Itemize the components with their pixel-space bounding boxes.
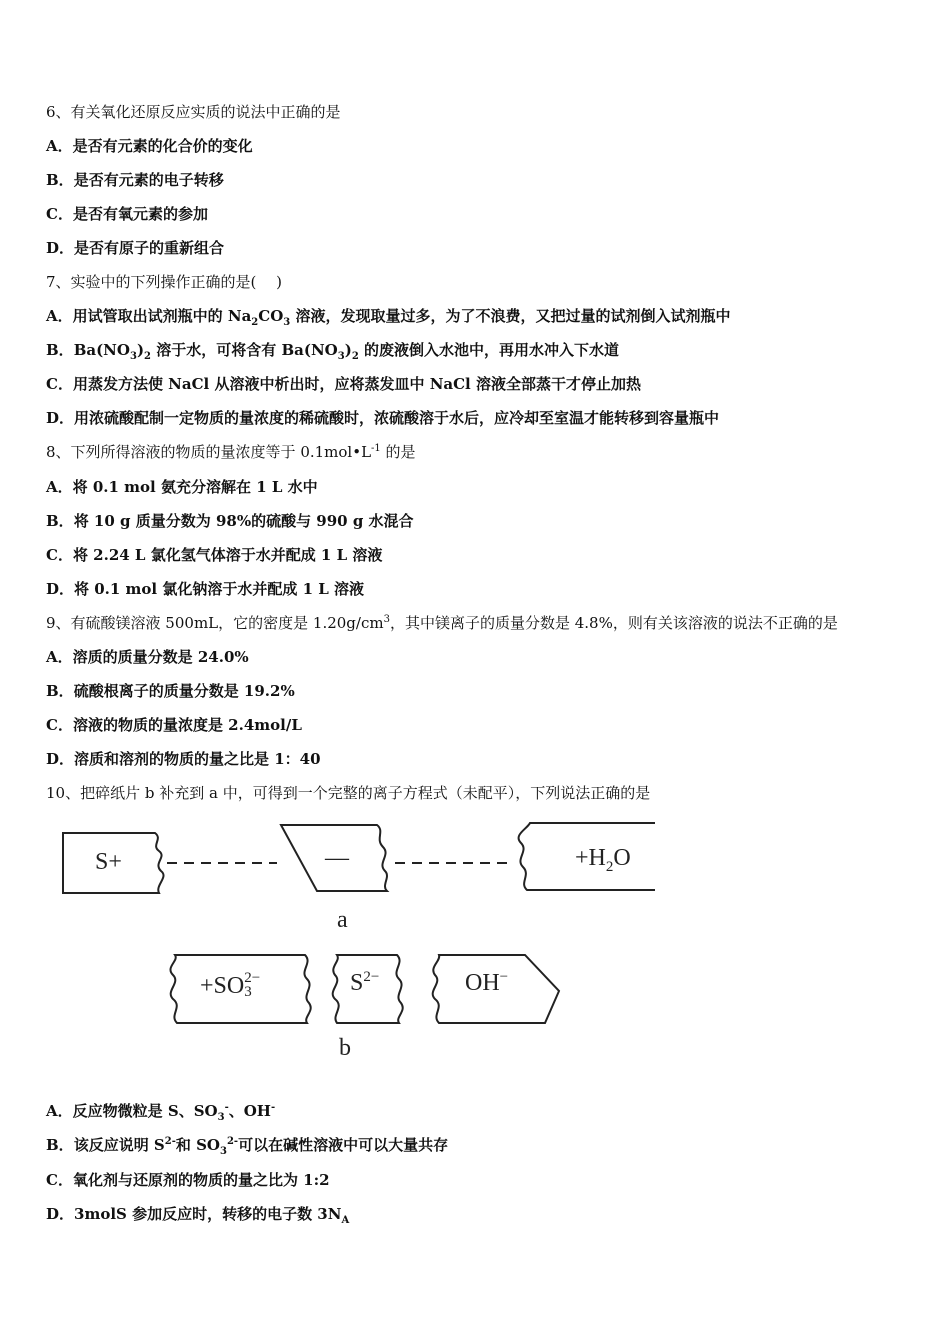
option-text: 用浓硫酸配制一定物质的量浓度的稀硫酸时，浓硫酸溶于水后，应冷却至室温才能转移到容量瓶中 (74, 409, 720, 427)
q9-option-c[interactable] (46, 715, 302, 735)
q7-option-a[interactable] (46, 306, 730, 326)
option-label: A． (46, 307, 73, 325)
subscript: 2 (144, 351, 152, 362)
option-text-pre: 反应物微粒是 S、SO (72, 1102, 218, 1120)
superscript: 2- (226, 1136, 239, 1147)
q8-option-b[interactable] (46, 511, 414, 531)
option-text: 硫酸根离子的质量分数是 19.2% (73, 682, 295, 700)
q10-option-b[interactable] (46, 1135, 448, 1155)
option-text-pre: 该反应说明 S (73, 1136, 165, 1154)
q7-stem: 7、实验中的下列操作正确的是( ) (46, 273, 283, 291)
option-text-pre: Ba(NO (73, 341, 130, 359)
so3-sup: 2− (244, 970, 261, 987)
scrap-a-left-text: S+ (95, 849, 122, 875)
oh-sup: − (499, 969, 509, 985)
oh-pre: OH (465, 970, 500, 996)
option-text: 将 0.1 mol 氯化钠溶于水并配成 1 L 溶液 (74, 580, 365, 598)
q9-option-b[interactable] (46, 681, 295, 701)
scraps-drawing (55, 815, 655, 1065)
q10-option-a[interactable] (46, 1101, 275, 1121)
option-text-mid: CO (258, 307, 284, 325)
option-label: C． (46, 716, 73, 734)
stem-post: ，其中镁离子的质量分数是 4.8%，则有关该溶液的说法不正确的是 (389, 614, 838, 632)
scrap-b3-text (465, 970, 508, 997)
option-label: A． (46, 137, 73, 155)
option-text: 将 10 g 质量分数为 98%的硫酸与 990 g 水混合 (73, 512, 414, 530)
q8-option-a[interactable] (46, 477, 318, 497)
option-text: 溶质和溶剂的物质的量之比是 1：40 (74, 750, 321, 768)
option-text: 将 0.1 mol 氨充分溶解在 1 L 水中 (72, 478, 318, 496)
q9-option-a[interactable] (46, 647, 249, 667)
option-text-post: 可以在碱性溶液中可以大量共存 (238, 1136, 449, 1154)
subscript: A (341, 1215, 350, 1226)
subscript: 3 (217, 1112, 225, 1123)
subscript: 3 (283, 317, 291, 328)
option-text-mid3: ) (344, 341, 352, 359)
q10-stem: 10、把碎纸片 b 补充到 a 中，可得到一个完整的离子方程式（未配平），下列说法正确的是 (46, 784, 651, 802)
s-sup: 2− (363, 969, 380, 985)
h2o-post: O (613, 845, 631, 871)
q9-stem (46, 613, 838, 633)
q6-stem: 6、有关氧化还原反应实质的说法中正确的是 (46, 103, 341, 121)
caption-a: a (337, 907, 348, 933)
option-label: D． (46, 239, 75, 257)
option-label: A． (46, 648, 73, 666)
option-label: B． (46, 171, 74, 189)
option-label: D． (46, 1205, 75, 1223)
h2o-pre: +H (575, 845, 606, 871)
option-label: C． (46, 1171, 73, 1189)
h2o-sub: 2 (605, 858, 614, 875)
option-text: 是否有原子的重新组合 (74, 239, 225, 257)
option-label: A． (46, 478, 73, 496)
option-text: 溶质的质量分数是 24.0% (72, 648, 249, 666)
superscript: - (224, 1102, 229, 1113)
s-pre: S (350, 970, 364, 996)
stem-pre: 8、下列所得溶液的物质的量浓度等于 0.1mol•L (46, 443, 372, 461)
option-label: C． (46, 205, 73, 223)
scrap-b1-text (200, 970, 261, 1001)
option-label: C． (46, 375, 73, 393)
option-text: 是否有元素的化合价的变化 (72, 137, 253, 155)
subscript: 3 (129, 351, 137, 362)
superscript: - (270, 1102, 276, 1113)
option-text: 用蒸发方法使 NaCl 从溶液中析出时，应将蒸发皿中 NaCl 溶液全部蒸干才停止加热 (72, 375, 641, 393)
q6-option-c[interactable] (46, 204, 208, 224)
subscript: 2 (351, 351, 359, 362)
option-text-mid: ) (136, 341, 145, 359)
subscript: 3 (337, 351, 345, 362)
option-text: 是否有氧元素的参加 (72, 205, 208, 223)
option-label: B． (46, 512, 74, 530)
option-text-mid2: 溶于水，可将含有 Ba(NO (151, 341, 338, 359)
option-text: 将 2.24 L 氯化氢气体溶于水并配成 1 L 溶液 (72, 546, 383, 564)
q8-stem (46, 442, 416, 462)
q7-option-b[interactable] (46, 340, 619, 360)
option-text-post: 的废液倒入水池中，再用水冲入下水道 (358, 341, 620, 359)
option-text-pre: 用试管取出试剂瓶中的 Na (72, 307, 252, 325)
caption-b: b (339, 1035, 351, 1061)
q6-option-d[interactable] (46, 238, 224, 258)
option-text-post: 、OH (228, 1102, 271, 1120)
stem-post: 的是 (380, 443, 416, 461)
option-label: A． (46, 1102, 73, 1120)
option-text-post: 溶液，发现取量过多，为了不浪费，又把过量的试剂倒入试剂瓶中 (290, 307, 731, 325)
option-text: 溶液的物质的量浓度是 2.4mol/L (72, 716, 302, 734)
option-text-mid: 和 SO (175, 1136, 220, 1154)
superscript: 2- (164, 1136, 176, 1147)
q7-option-c[interactable] (46, 374, 641, 394)
option-label: D． (46, 580, 75, 598)
q8-option-d[interactable] (46, 579, 364, 599)
q10-option-c[interactable] (46, 1170, 330, 1190)
option-label: D． (46, 750, 75, 768)
option-label: B． (46, 341, 74, 359)
scrap-a-right-text (575, 845, 631, 875)
scrap-a-mid-text: — (325, 845, 349, 871)
subscript: 3 (219, 1146, 227, 1157)
superscript: 3 (383, 614, 390, 625)
so3-pre: +SO (200, 973, 245, 999)
q7-option-d[interactable] (46, 408, 719, 428)
option-label: B． (46, 1136, 74, 1154)
q6-option-b[interactable] (46, 170, 224, 190)
superscript: -1 (371, 443, 381, 454)
option-text: 是否有元素的电子转移 (73, 171, 224, 189)
option-text: 氧化剂与还原剂的物质的量之比为 1:2 (72, 1171, 330, 1189)
q9-option-d[interactable] (46, 749, 321, 769)
option-label: B． (46, 682, 74, 700)
stem-pre: 9、有硫酸镁溶液 500mL，它的密度是 1.20g/cm (46, 614, 384, 632)
q6-option-a[interactable] (46, 136, 253, 156)
option-label: C． (46, 546, 73, 564)
option-text-pre: 3molS 参加反应时，转移的电子数 3N (74, 1205, 342, 1223)
scrap-b2-text (350, 970, 379, 997)
q10-option-d[interactable] (46, 1204, 349, 1224)
so3-sub: 3 (244, 984, 252, 1001)
q8-option-c[interactable] (46, 545, 382, 565)
subscript: 2 (251, 317, 259, 328)
paper-scraps-figure (55, 815, 655, 1065)
option-label: D． (46, 409, 75, 427)
